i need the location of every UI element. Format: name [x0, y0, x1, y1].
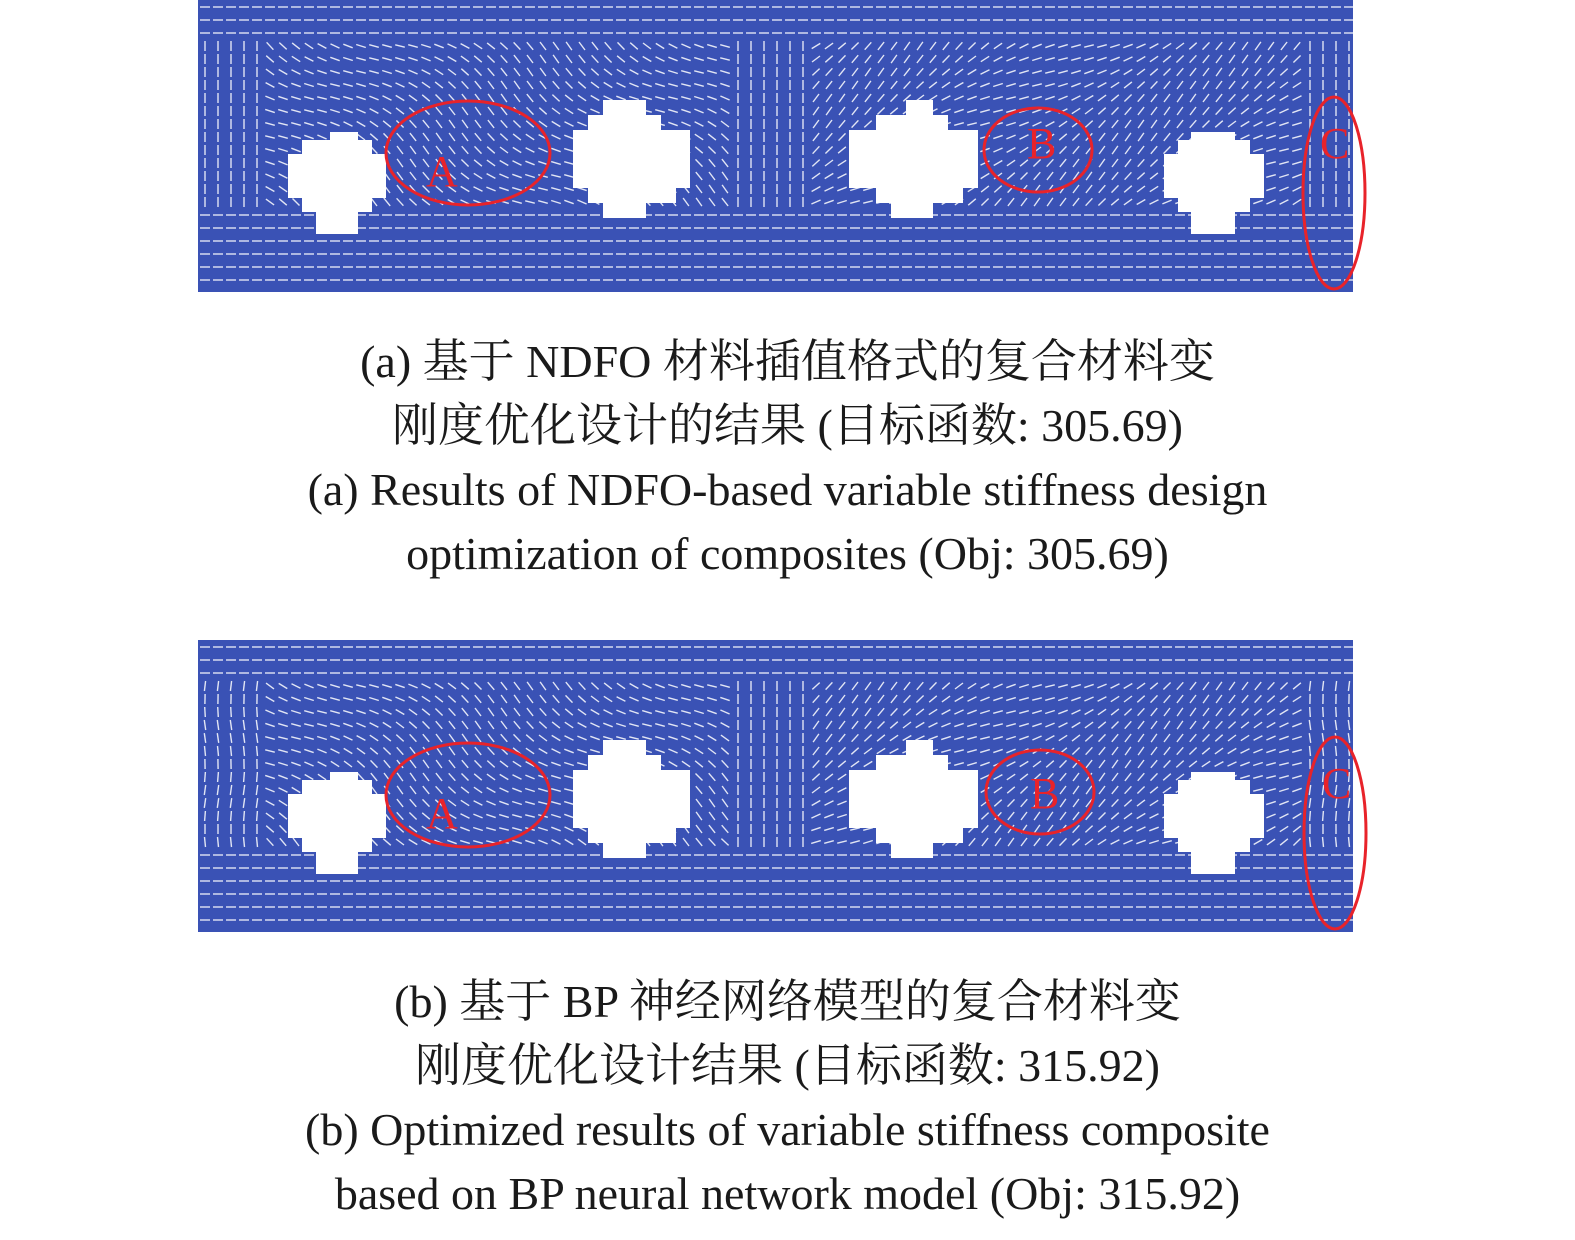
fiber-stroke: [257, 811, 258, 821]
caption-b-zh-1: (b) 基于 BP 神经网络模型的复合材料变: [394, 976, 1181, 1027]
fiber-stroke: [1323, 707, 1324, 717]
fiber-stroke: [218, 707, 219, 717]
fiber-stroke: [205, 746, 206, 756]
marker-a-label: A: [426, 789, 458, 838]
panel-b-fiber-layout: [198, 640, 1353, 932]
caption-b-en-1: (b) Optimized results of variable stiffness composite: [305, 1104, 1270, 1155]
fiber-stroke: [231, 811, 232, 821]
fiber-stroke: [257, 746, 258, 756]
fiber-stroke: [1349, 811, 1350, 821]
fiber-stroke: [1323, 837, 1324, 847]
fiber-stroke: [205, 837, 206, 847]
caption-b-zh-2: 刚度优化设计结果 (目标函数: 315.92): [415, 1040, 1160, 1091]
fiber-stroke: [205, 772, 206, 782]
fiber-stroke: [218, 746, 219, 756]
fiber-stroke: [1336, 811, 1337, 821]
fiber-stroke: [1349, 707, 1350, 717]
fiber-stroke: [231, 746, 232, 756]
fiber-stroke: [244, 746, 245, 756]
fiber-stroke: [1310, 746, 1311, 756]
fiber-stroke: [1349, 837, 1350, 847]
marker-a-label: A: [426, 147, 458, 196]
caption-b-en-2: based on BP neural network model (Obj: 315.92): [334, 1168, 1241, 1219]
fiber-stroke: [218, 837, 219, 847]
fiber-stroke: [231, 772, 232, 782]
fiber-stroke: [205, 811, 206, 821]
caption-a-zh-1: (a) 基于 NDFO 材料插值格式的复合材料变: [360, 336, 1215, 387]
panel-a-fiber-layout: [198, 0, 1353, 292]
fiber-stroke: [1336, 707, 1337, 717]
fiber-stroke: [218, 772, 219, 782]
fiber-stroke: [231, 837, 232, 847]
fiber-stroke: [1336, 837, 1337, 847]
fiber-stroke: [244, 772, 245, 782]
fiber-stroke: [244, 707, 245, 717]
caption-a: [0, 330, 1575, 586]
panel-b-svg: [198, 640, 1353, 932]
marker-c-label: C: [1320, 119, 1350, 168]
fiber-stroke: [205, 707, 206, 717]
caption-a-en-2: optimization of composites (Obj: 305.69): [406, 528, 1169, 579]
fiber-stroke: [257, 837, 258, 847]
fiber-stroke: [244, 837, 245, 847]
fiber-stroke: [1323, 746, 1324, 756]
caption-b: [0, 970, 1575, 1226]
caption-a-zh-2: 刚度优化设计的结果 (目标函数: 305.69): [392, 400, 1183, 451]
fiber-stroke: [1310, 837, 1311, 847]
fiber-stroke: [244, 811, 245, 821]
fiber-stroke: [1310, 811, 1311, 821]
fiber-stroke: [1323, 811, 1324, 821]
marker-b-label: B: [1027, 119, 1057, 168]
fiber-stroke: [231, 707, 232, 717]
fiber-stroke: [257, 707, 258, 717]
fiber-stroke: [1310, 707, 1311, 717]
marker-c-label: C: [1322, 759, 1352, 808]
caption-a-en-1: (a) Results of NDFO-based variable stiffness design: [307, 464, 1268, 515]
panel-a-svg: [198, 0, 1353, 292]
fiber-stroke: [257, 772, 258, 782]
fiber-stroke: [218, 811, 219, 821]
fiber-stroke: [1336, 746, 1337, 756]
marker-b-label: B: [1030, 769, 1060, 818]
